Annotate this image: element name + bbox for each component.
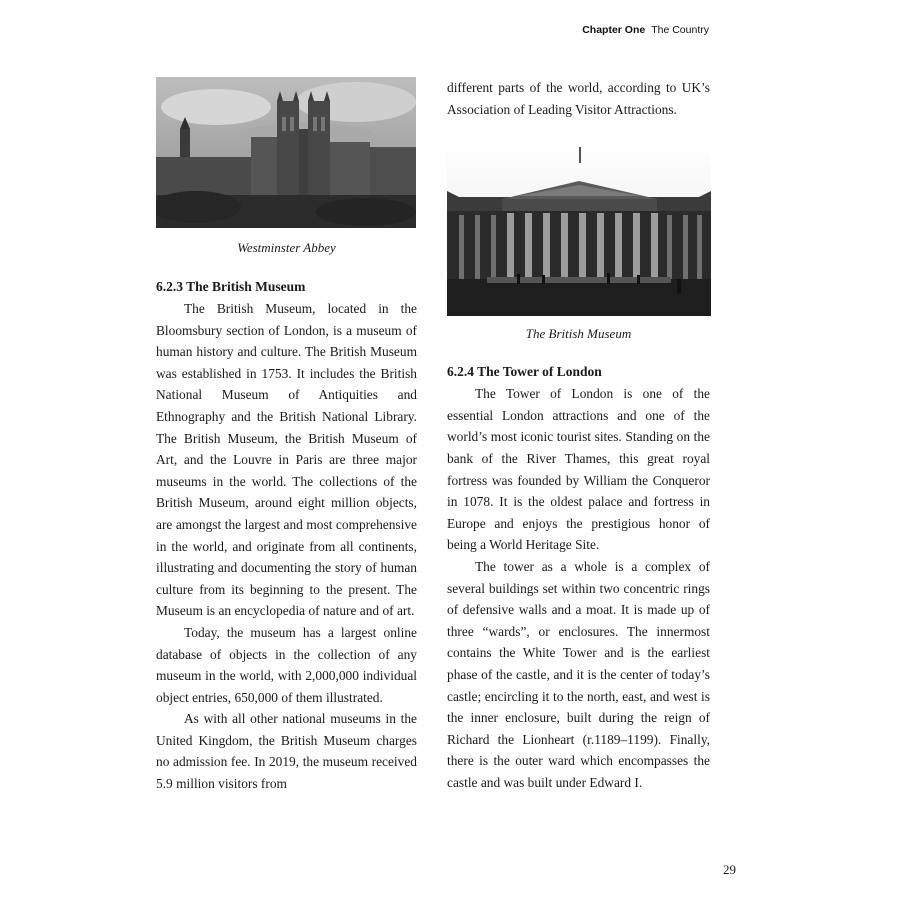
- british-museum-photo: [447, 139, 711, 316]
- header-chapter: Chapter One: [582, 24, 646, 36]
- british-museum-illustration: [447, 139, 711, 316]
- left-column: [156, 77, 417, 795]
- paragraph-british-museum-1: The British Museum, located in the Bloomsbury section of London, is a museum of human history and culture. The British Museum was established in 1753. It includes the British National Museum of Antiquities and Ethnography and the British National Library. The British Museum, the British Museum of Art, and the Louvre in Paris are three major museums in the world. The collections of the British Museum, around eight million objects, are amongst the largest and most comprehensive in the world, and originate from all continents, illustrating and documenting the story of human culture from its beginning to the present. The Museum is an encyclopedia of nature and of art.: [156, 301, 417, 619]
- paragraph-tower-of-london-1: The Tower of London is one of the essential London attractions and one of the world’s most iconic tourist sites. Standing on the bank of the River Thames, this great royal fortress was founded by William the Conqueror in 1078. It is the oldest palace and fortress in Europe and enjoys the prestigious honor of being a World Heritage Site.: [447, 386, 710, 553]
- british-museum-caption: The British Museum: [525, 326, 632, 342]
- section-heading-british-museum: 6.2.3 The British Museum: [156, 279, 306, 294]
- running-header: [582, 24, 709, 36]
- paragraph-british-museum-3: As with all other national museums in the United Kingdom, the British Museum charges no admission fee. In 2019, the museum received 5.9 million visitors from: [156, 711, 417, 792]
- westminster-abbey-caption: Westminster Abbey: [237, 240, 336, 255]
- paragraph-british-museum-2: Today, the museum has a largest online database of objects in the collection of any museum in the world, with 2,000,000 individual object entries, 650,000 of them illustrated.: [156, 624, 417, 705]
- westminster-abbey-illustration: [156, 77, 416, 228]
- westminster-abbey-photo: [156, 77, 416, 228]
- section-heading-tower-of-london: 6.2.4 The Tower of London: [447, 364, 602, 380]
- paragraph-tower-of-london-2: The tower as a whole is a complex of several buildings set within two concentric rings of defensive walls and a moat. It is made up of three “wards”, or enclosures. The innermost contains the White Tower and is the earliest phase of the castle, and it is the center of today’s castle; encircling it to the north, east, and west is the inner enclosure, built during the reign of Richard the Lionheart (r.1189–1199). Finally, there is the outer ward which encompasses the castle and was built under Edward I.: [447, 558, 710, 790]
- page-number: 29: [723, 862, 736, 877]
- right-column: [447, 77, 710, 793]
- header-title: The Country: [651, 24, 709, 36]
- continued-paragraph: different parts of the world, according to UK’s Association of Leading Visitor Attractions.: [447, 80, 710, 117]
